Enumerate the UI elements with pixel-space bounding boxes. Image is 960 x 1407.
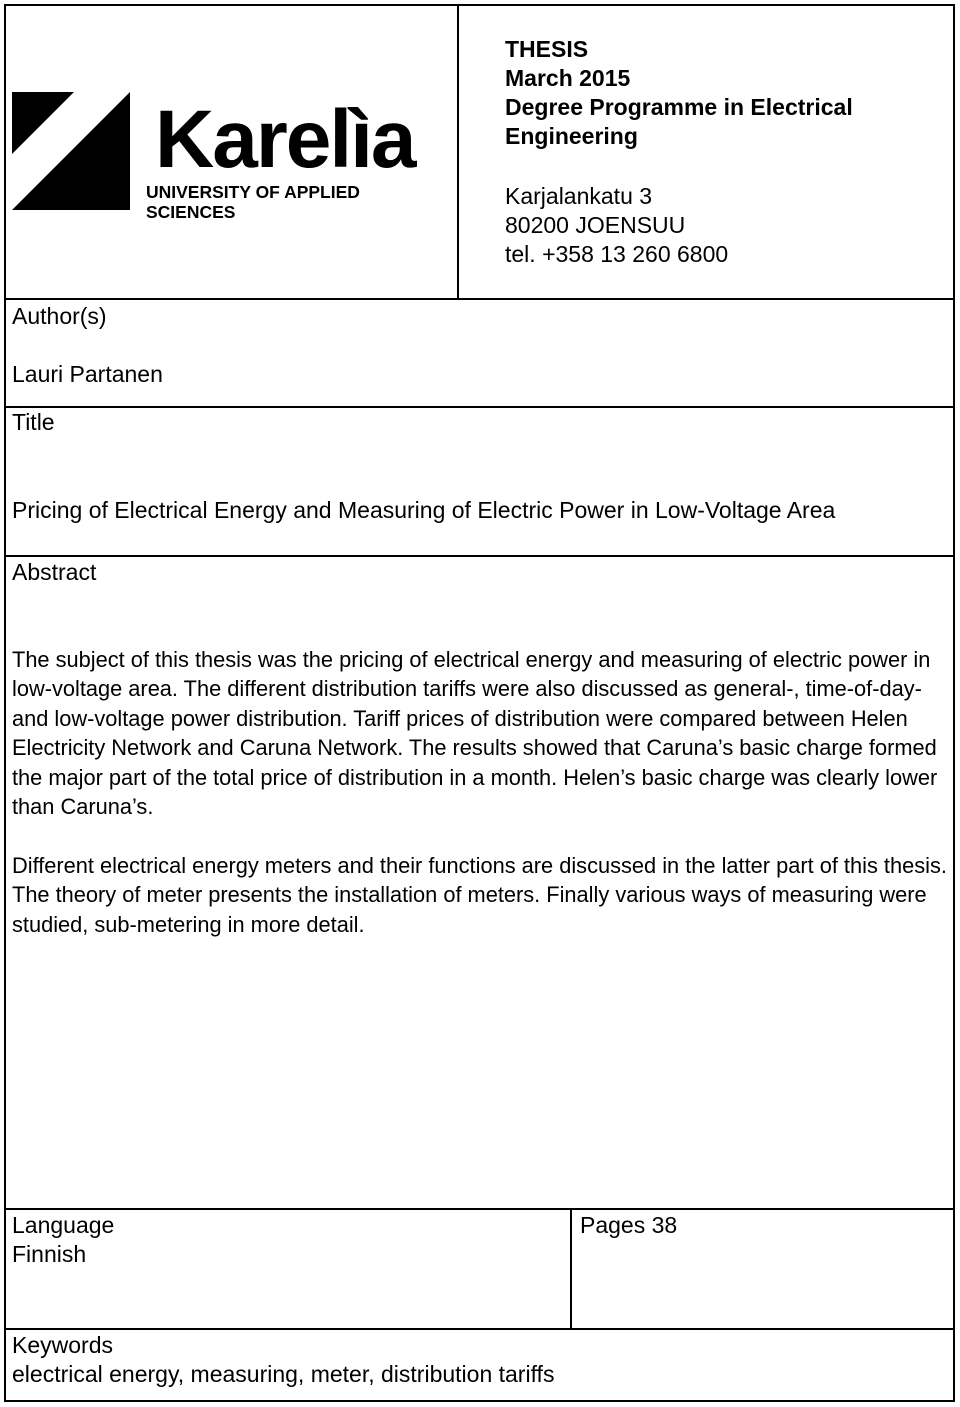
- language-bottom-rule: [4, 1328, 955, 1330]
- address-city: 80200 JOENSUU: [505, 212, 686, 238]
- page-count: Pages 38: [580, 1212, 678, 1238]
- thesis-title: Pricing of Electrical Energy and Measuring of Electric Power in Low-Voltage Area: [12, 497, 836, 523]
- title-bottom-rule: [4, 555, 955, 557]
- keywords-label: Keywords: [12, 1332, 113, 1358]
- title-label: Title: [12, 409, 55, 435]
- author-bottom-rule: [4, 406, 955, 408]
- karelia-logo: [12, 92, 452, 222]
- degree-programme-line1: Degree Programme in Electrical: [505, 94, 853, 120]
- thesis-type: THESIS: [505, 36, 589, 62]
- author-name: Lauri Partanen: [12, 361, 163, 387]
- abstract-body: [12, 645, 947, 968]
- thesis-date: March 2015: [505, 65, 631, 91]
- header-divider: [457, 4, 459, 300]
- language-label: Language: [12, 1212, 115, 1238]
- logo-subtitle: UNIVERSITY OF APPLIED SCIENCES: [146, 182, 360, 222]
- karelia-k-mark-icon: [12, 92, 132, 212]
- degree-programme-line2: Engineering: [505, 123, 638, 149]
- phone-number: tel. +358 13 260 6800: [505, 241, 729, 267]
- abstract-paragraph-2: Different electrical energy meters and their functions are discussed in the latter part of this thesis. The theory of meter presents the installation of meters. Finally various ways of measuring were studied, sub-metering in more detail.: [12, 852, 947, 937]
- language-value: Finnish: [12, 1241, 87, 1267]
- keywords-value: electrical energy, measuring, meter, distribution tariffs: [12, 1361, 555, 1387]
- abstract-paragraph-1: The subject of this thesis was the pricing of electrical energy and measuring of electric power in low-voltage area. The different distribution tariffs were also discussed as general-, time-of-day- and low-voltage power distribution. Tariff prices of distribution were compared between Helen Electricity Network and Caruna Network. The results showed that Caruna’s basic charge formed the major part of the total price of distribution in a month. Helen’s basic charge was clearly lower than Caruna’s.: [12, 647, 938, 820]
- author-label: Author(s): [12, 303, 107, 329]
- language-pages-divider: [570, 1208, 572, 1330]
- header-bottom-rule: [4, 298, 955, 300]
- abstract-label: Abstract: [12, 559, 97, 585]
- address-street: Karjalankatu 3: [505, 183, 653, 209]
- abstract-bottom-rule: [4, 1208, 955, 1210]
- logo-wordmark: Karelìa: [155, 94, 415, 185]
